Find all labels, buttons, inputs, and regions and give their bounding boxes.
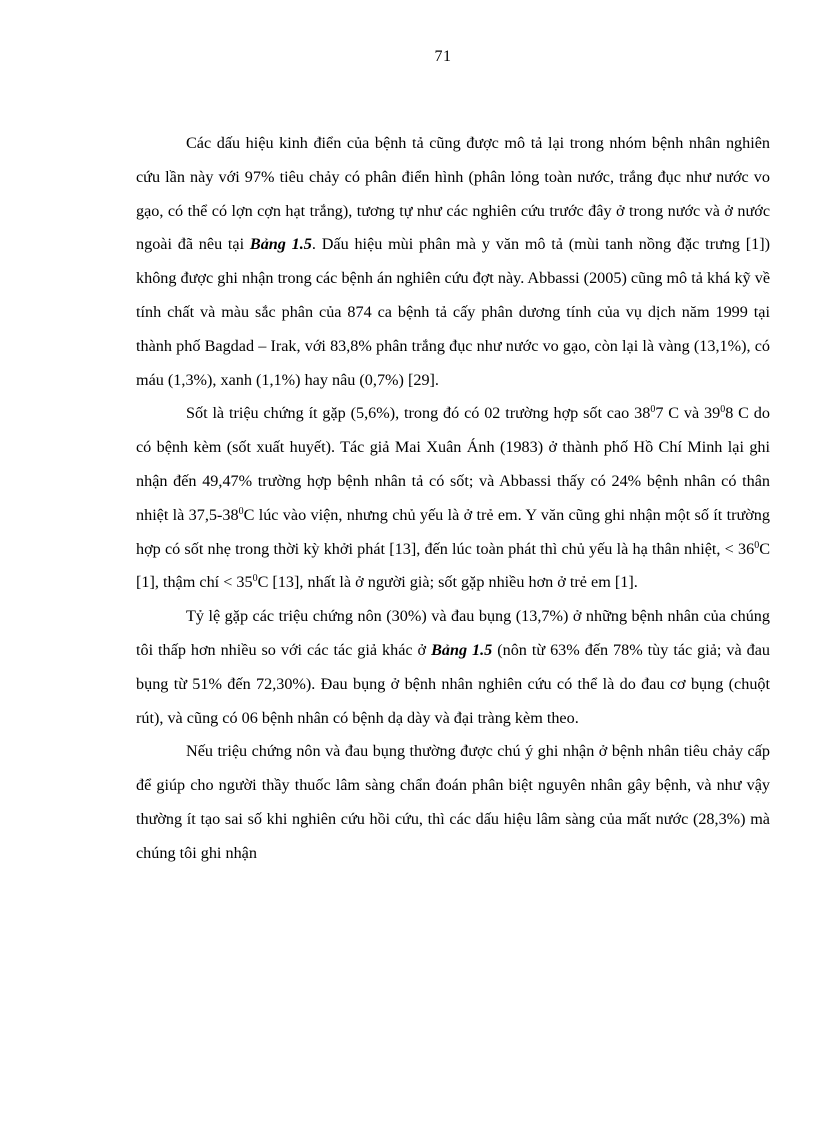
text-run: 8 C do có bệnh kèm (sốt xuất huyết). Tác giả Mai Xuân Ánh (1983) ở thành phố Hồ Chí Minh lại ghi nhận đến 49,47% trường hợp bệnh nhân tả có sốt; và Abbassi thấy có 24% bệnh nhân có thân nhiệt là 37,5-38 bbox=[136, 404, 770, 524]
text-run: . Dấu hiệu mùi phân mà y văn mô tả (mùi tanh nồng đặc trưng [1]) không được ghi nhận trong các bệnh án nghiên cứu đợt này. Abbassi (2005) cũng mô tả khá kỹ về tính chất và màu sắc phân của 874 ca bệnh tả cấy phân dương tính của vụ dịch năm 1999 tại thành phố Bagdad – Irak, với 83,8% phân trắng đục như nước vo gạo, còn lại là vàng (13,1%), có máu (1,3%), xanh (1,1%) hay nâu (0,7%) [29]. bbox=[136, 235, 770, 389]
page-number: 71 bbox=[434, 48, 452, 65]
superscript-degree: 0 bbox=[650, 404, 656, 416]
paragraph-fever bbox=[136, 397, 770, 600]
superscript-degree: 0 bbox=[720, 404, 726, 416]
text-run: 7 C và 39 bbox=[655, 404, 721, 423]
table-reference: Bảng 1.5 bbox=[249, 235, 312, 254]
paragraph-vomiting-pain bbox=[136, 600, 770, 735]
text-run: Nếu triệu chứng nôn và đau bụng thường được chú ý ghi nhận ở bệnh nhân tiêu chảy cấp để giúp cho người thầy thuốc lâm sàng chẩn đoán phân biệt nguyên nhân gây bệnh, và như vậy thường ít tạo sai số khi nghiên cứu hồi cứu, thì các dấu hiệu lâm sàng của mất nước (28,3%) mà chúng tôi ghi nhận bbox=[136, 742, 770, 862]
paragraph-stool-characteristics bbox=[136, 127, 770, 397]
text-run: C [13], nhất là ở người già; sốt gặp nhiều hơn ở trẻ em [1]. bbox=[257, 573, 638, 592]
body-text bbox=[136, 127, 770, 871]
table-reference: Bảng 1.5 bbox=[431, 640, 493, 659]
text-run: Sốt là triệu chứng ít gặp (5,6%), trong đó có 02 trường hợp sốt cao 38 bbox=[186, 404, 651, 423]
superscript-degree: 0 bbox=[238, 505, 244, 517]
superscript-degree: 0 bbox=[252, 573, 258, 585]
text-run: C [1], thậm chí < 35 bbox=[136, 539, 770, 592]
text-run: C lúc vào viện, nhưng chủ yếu là ở trẻ em. Y văn cũng ghi nhận một số ít trường hợp có sốt nhẹ trong thời kỳ khởi phát [13], đến lúc toàn phát thì chủ yếu là hạ thân nhiệt, < 36 bbox=[136, 505, 770, 558]
paragraph-dehydration bbox=[136, 735, 770, 870]
text-run: Các dấu hiệu kinh điển của bệnh tả cũng được mô tả lại trong nhóm bệnh nhân nghiên cứu lần này với 97% tiêu chảy có phân điển hình (phân lỏng toàn nước, trắng đục như nước vo gạo, có thể có lợn cợn hạt trắng), tương tự như các nghiên cứu trước đây ở trong nước và ở nước ngoài đã nêu tại bbox=[136, 134, 770, 254]
superscript-degree: 0 bbox=[754, 539, 760, 551]
text-run: Tỷ lệ gặp các triệu chứng nôn (30%) và đau bụng (13,7%) ở những bệnh nhân của chúng tôi thấp hơn nhiều so với các tác giả khác ở bbox=[136, 607, 770, 659]
text-run: (nôn từ 63% đến 78% tùy tác giả; và đau bụng từ 51% đến 72,30%). Đau bụng ở bệnh nhân nghiên cứu có thể là do đau cơ bụng (chuột rút), và cũng có 06 bệnh nhân có bệnh dạ dày và đại tràng kèm theo. bbox=[136, 640, 770, 727]
